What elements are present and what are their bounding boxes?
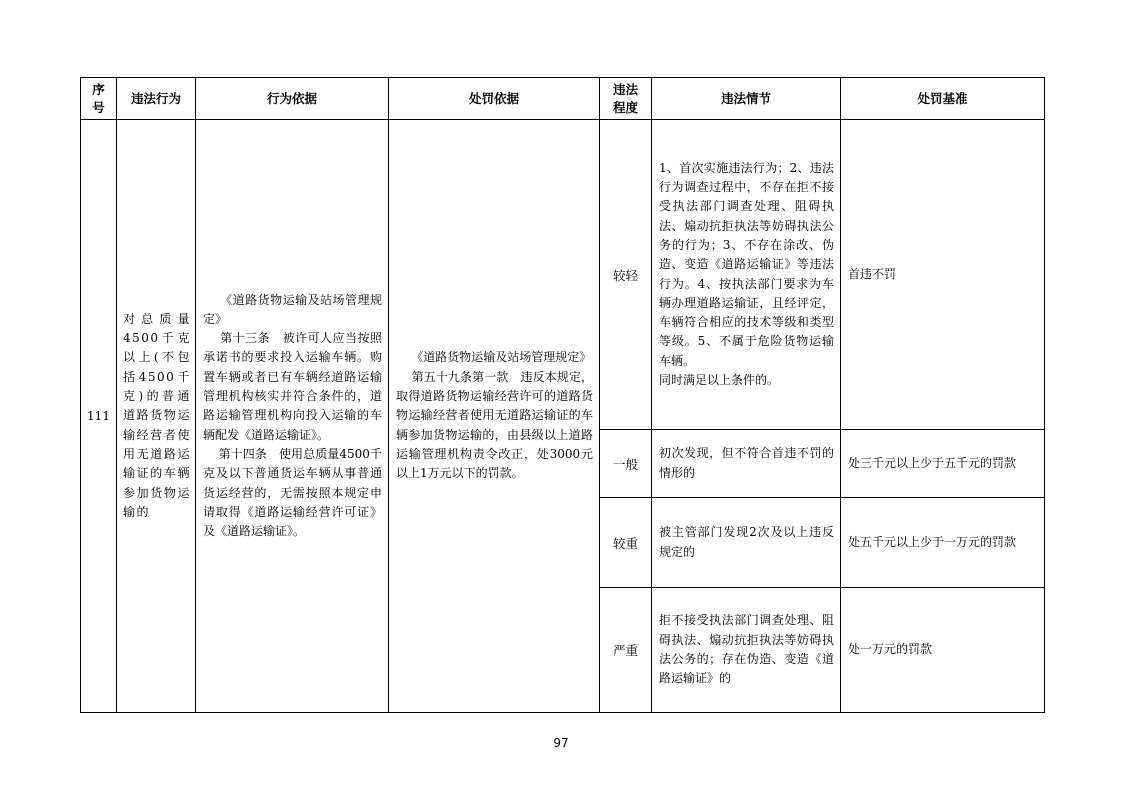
behavior-basis-text: 《道路货物运输及站场管理规定》 第十三条 被许可人应当按照承诺书的要求投入运输车辆。购置车辆或者已有车辆经道路运输管理机构核实并符合条件的，道路运输管理机构向投入运输的车辆配发《道路运输证》。 第十四条 使用总质量4500千克及以下普通货运车辆从事普通货运经营的，无需按照本规定申请取得《道路运输经营许可证》及《道路运输证》。 — [203, 292, 382, 539]
penalty-basis-text: 《道路货物运输及站场管理规定》 第五十九条第一款 违反本规定，取得道路货物运输经营许可的道路货物运输经营者使用无道路运输证的车辆参加货物运输的，由县级以上道路运输管理机构责令改正，处3000元以上1万元以下的罚款。 — [396, 350, 593, 481]
header-penalty-basis: 处罚依据 — [389, 78, 600, 120]
header-degree-line2: 程度 — [612, 99, 638, 115]
circumstances-minor-text: 1、首次实施违法行为；2、违法行为调查过程中，不存在拒不接受执法部门调查处理、阻碍执法、煽动抗拒执法等妨碍执法公务的行为；3、不存在涂改、伪造、变造《道路运输证》等违法行为。4、按执法部门要求为车辆办理道路运输证，且经评定，车辆符合相应的技术等级和类型等级。5、不属于危险货物运输车辆。 同时满足以上条件的。 — [659, 160, 834, 387]
behavior-basis-cell — [196, 120, 389, 713]
circumstances-general — [652, 430, 841, 498]
degree-general: 一般 — [600, 430, 652, 498]
circumstances-severe-text: 拒不接受执法部门调查处理、阻碍执法、煽动抗拒执法等妨碍执法公务的；存在伪造、变造《道路运输证》的 — [659, 613, 834, 686]
header-seq-line1: 序 — [92, 81, 105, 97]
seq-cell: 111 — [81, 120, 117, 713]
circumstances-serious-text: 被主管部门发现2次及以上违反规定的 — [659, 525, 834, 559]
violation-cell — [117, 120, 196, 713]
header-seq — [81, 78, 117, 120]
standard-general-text: 处三千元以上少于五千元的罚款 — [848, 455, 1017, 470]
circumstances-general-text: 初次发现，但不符合首违不罚的情形的 — [659, 446, 834, 480]
circumstances-severe — [652, 588, 841, 713]
degree-minor: 较轻 — [600, 120, 652, 430]
header-seq-line2: 号 — [92, 99, 105, 115]
penalty-standard-table — [80, 77, 1045, 713]
violation-text: 对总质量4500千克以上(不包括4500千克)的普通道路货物运输经营者使用无道路运输证的车辆参加货物运输的 — [123, 311, 191, 519]
header-violation: 违法行为 — [117, 78, 196, 120]
circumstances-serious — [652, 498, 841, 588]
header-behavior-basis: 行为依据 — [196, 78, 389, 120]
standard-serious-text: 处五千元以上少于一万元的罚款 — [848, 534, 1017, 549]
header-degree — [600, 78, 652, 120]
standard-serious — [841, 498, 1045, 588]
header-row — [81, 78, 1045, 120]
table-row — [81, 120, 1045, 430]
penalty-basis-cell — [389, 120, 600, 713]
degree-serious: 较重 — [600, 498, 652, 588]
header-circumstances: 违法情节 — [652, 78, 841, 120]
standard-minor-text: 首违不罚 — [848, 266, 897, 281]
header-standard: 处罚基准 — [841, 78, 1045, 120]
page-number: 97 — [553, 736, 569, 750]
standard-minor — [841, 120, 1045, 430]
header-degree-line1: 违法 — [612, 81, 638, 97]
standard-severe — [841, 588, 1045, 713]
circumstances-minor — [652, 120, 841, 430]
standard-severe-text: 处一万元的罚款 — [848, 642, 933, 657]
degree-severe: 严重 — [600, 588, 652, 713]
standard-general — [841, 430, 1045, 498]
